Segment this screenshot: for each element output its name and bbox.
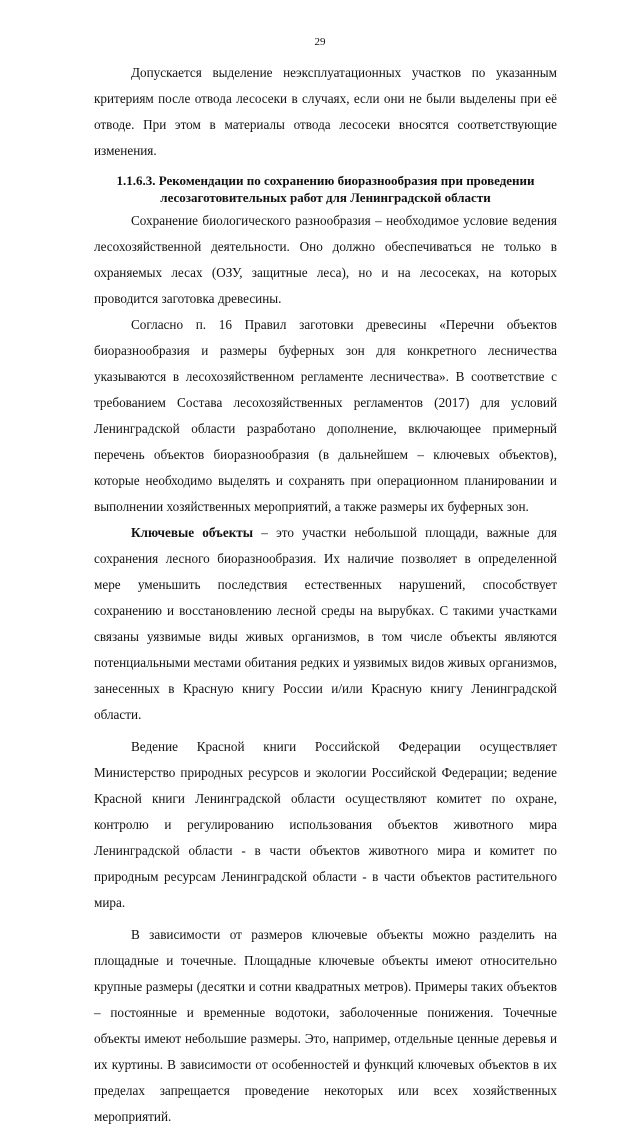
key-objects-definition: – это участки небольшой площади, важные для сохранения лесного биоразнообразия. Их наличие позволяет в определенной мере уменьшить последствия естественных нарушений, способствует сохранению и восстановлению лесной среды на вырубках. С такими участками связаны уязвимые виды живых организмов, в том числе объекты являются потенциальными местами обитания редких и уязвимых видов живых организмов, занесенных в Красную книгу России и/или Красную книгу Ленинградской области.: [94, 525, 557, 722]
key-objects-term: Ключевые объекты: [131, 525, 254, 540]
paragraph-logging-rules: Согласно п. 16 Правил заготовки древесины «Перечни объектов биоразнообразия и размеры буферных зон для конкретного лесничества указываются в лесохозяйственном регламенте лесничества». В соответствие с требованием Состава лесохозяйственных регламентов (2017) для условий Ленинградской области разработано дополнение, включающее примерный перечень объектов биоразнообразия (в дальнейшем – ключевых объектов), которые необходимо выделять и сохранять при операционном планировании и выполнении хозяйственных мероприятий, а также размеры их буферных зон.: [94, 317, 557, 514]
paragraph-non-operational-plots: Допускается выделение неэксплуатационных участков по указанным критериям после отвода лесосеки в случаях, если они не были выделены при её отводе. При этом в материалы отвода лесосеки вносятся соответствующие изменения.: [94, 65, 557, 158]
paragraph-key-objects: [94, 520, 557, 728]
page-content: [94, 60, 557, 1130]
paragraph-biodiversity-conservation: Сохранение биологического разнообразия – необходимое условие ведения лесохозяйственной деятельности. Оно должно обеспечиваться не только в охраняемых лесах (ОЗУ, защитные леса), но и на лесосеках, на которых проводится заготовка древесины.: [94, 213, 557, 306]
paragraph-red-book: Ведение Красной книги Российской Федерации осуществляет Министерство природных ресурсов и экологии Российской Федерации; ведение Красной книги Ленинградской области осуществляют комитет по охране, контролю и регулированию использования объектов животного мира Ленинградской области - в части объектов животного мира и комитет по природным ресурсам Ленинградской области - в части объектов растительного мира.: [94, 739, 557, 910]
page-number: 29: [314, 36, 326, 48]
paragraph-object-types: В зависимости от размеров ключевые объекты можно разделить на площадные и точечные. Площадные ключевые объекты имеют относительно крупные размеры (десятки и сотни квадратных метров). Примеры таких объектов – постоянные и временные водотоки, заболоченные понижения. Точечные объекты имеют небольшие размеры. Это, например, отдельные ценные деревья и их куртины. В зависимости от особенностей и функций ключевых объектов в их пределах запрещается проведение некоторых или всех хозяйственных мероприятий.: [94, 927, 557, 1124]
section-heading: 1.1.6.3. Рекомендации по сохранению биоразнообразия при проведении лесозаготовительных работ для Ленинградской области: [116, 173, 535, 205]
